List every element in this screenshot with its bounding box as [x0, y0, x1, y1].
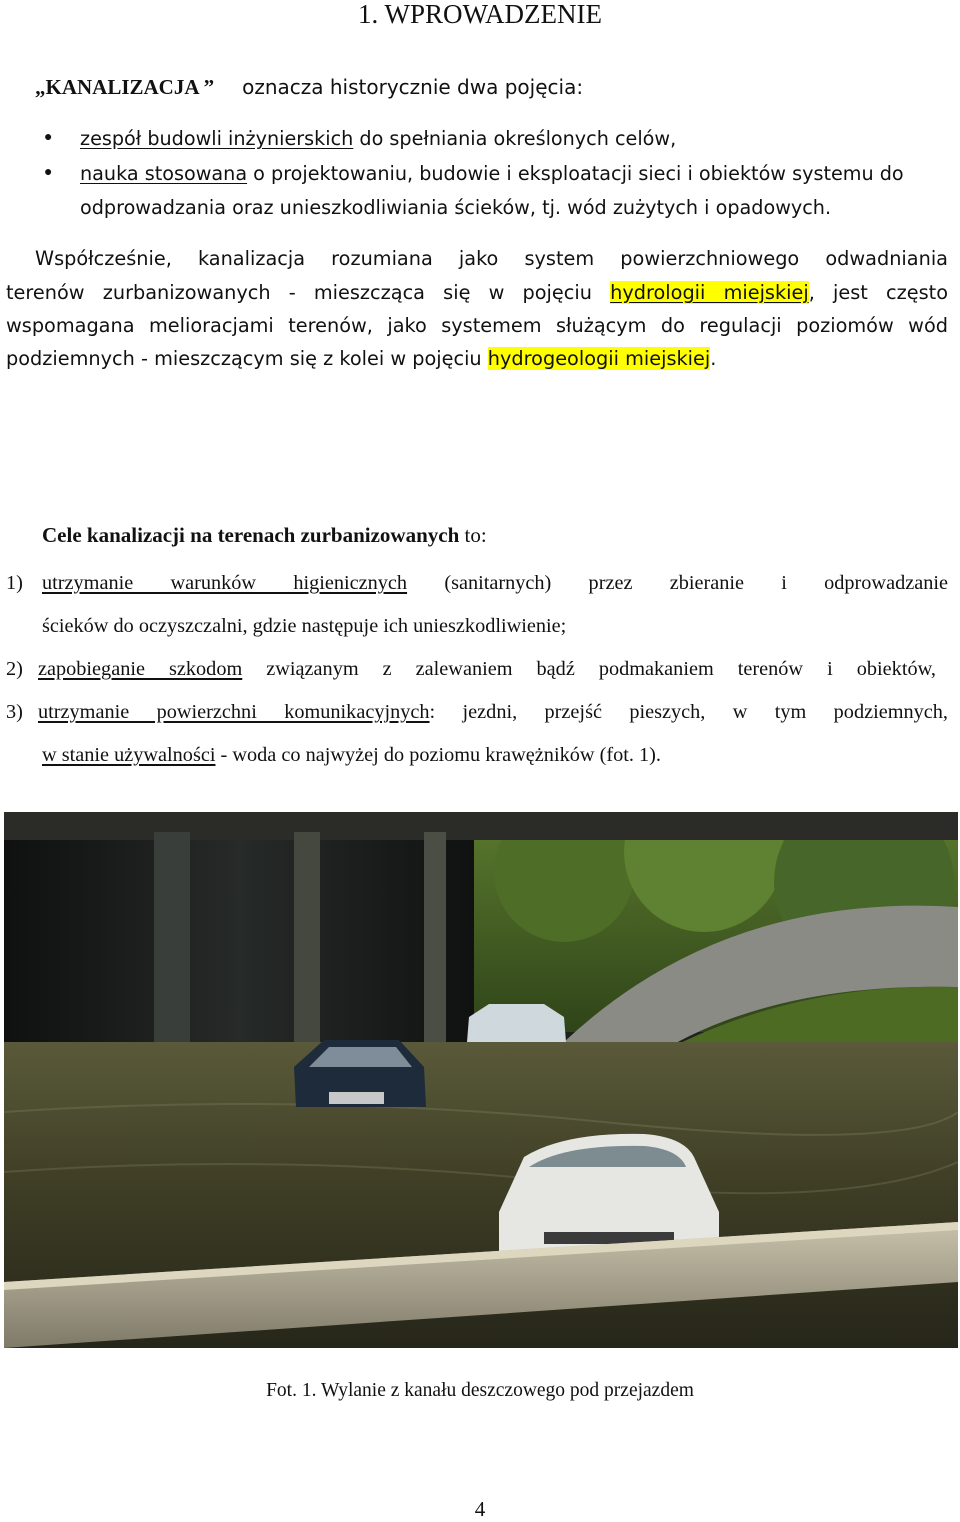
- paragraph-line-4: [6, 343, 948, 375]
- goal-2-number: 2): [6, 658, 23, 680]
- intro-term: „KANALIZACJA ”: [35, 75, 215, 99]
- goals-heading-bold: Cele kanalizacji na terenach zurbanizowanych: [42, 523, 460, 547]
- hydrologia-link[interactable]: hydrologii miejskiej: [610, 281, 809, 304]
- bullet-item-2-text: o projektowaniu, budowie i eksploatacji sieci i obiektów systemu do: [247, 162, 904, 185]
- goal-2: [38, 653, 936, 685]
- page-number: 4: [474, 1497, 486, 1521]
- paragraph-line-4-pre: podziemnych - mieszczącym się z kolei w pojęciu: [6, 347, 488, 370]
- goal-1-number: 1): [6, 572, 23, 594]
- paragraph-line-2: [6, 277, 948, 309]
- intro-line: [35, 72, 583, 103]
- goal-1-text: (sanitarnych) przez zbieranie i odprowadzanie: [407, 572, 949, 594]
- hydrogeologia-highlight[interactable]: hydrogeologii miejskiej: [487, 347, 711, 370]
- bullet-item-1: [80, 124, 676, 154]
- goal-1-link[interactable]: utrzymanie warunków higienicznych: [42, 572, 408, 594]
- bridge-deck: [4, 812, 958, 840]
- bullet-dot-icon: ●: [44, 130, 53, 145]
- car-grille: [329, 1092, 384, 1104]
- goal-1-continuation: ścieków do oczyszczalni, gdzie następuje ich unieszkodliwienie;: [42, 615, 567, 637]
- bullet-item-2-continuation: odprowadzania oraz unieszkodliwiania ścieków, tj. wód zużytych i opadowych.: [80, 196, 832, 219]
- paragraph-line-2-post: , jest często: [808, 281, 948, 304]
- tunnel-interior: [4, 812, 474, 1072]
- intro-text: oznacza historycznie dwa pojęcia:: [242, 75, 584, 99]
- goal-3-number: 3): [6, 701, 23, 723]
- goal-1: [42, 567, 948, 599]
- paragraph-line-1: Współcześnie, kanalizacja rozumiana jako system powierzchniowego odwadniania: [35, 247, 948, 270]
- pillar: [294, 832, 320, 1062]
- goal-3-continuation-text: - woda co najwyżej do poziomu krawężników (fot. 1).: [215, 744, 661, 766]
- pillar: [154, 832, 190, 1072]
- figure-caption: Fot. 1. Wylanie z kanału deszczowego pod przejazdem: [266, 1380, 694, 1401]
- paragraph-line-2-pre: terenów zurbanizowanych - mieszcząca się w pojęciu: [6, 281, 611, 304]
- goals-heading: [42, 519, 487, 551]
- goal-2-text: związanym z zalewaniem bądź podmakaniem terenów i obiektów,: [242, 658, 936, 680]
- bullet-dot-icon: ●: [44, 165, 53, 180]
- goal-3-text: : jezdni, przejść pieszych, w tym podziemnych,: [429, 701, 948, 723]
- submerged-car-white: [467, 1004, 566, 1042]
- pillar: [424, 832, 446, 1052]
- bullet-item-2: [80, 159, 904, 189]
- bullet-item-1-text: do spełniania określonych celów,: [353, 127, 677, 150]
- bullet-item-2-link[interactable]: nauka stosowana: [80, 162, 248, 185]
- flood-photo: [4, 812, 958, 1348]
- paragraph-line-3: wspomagana melioracjami terenów, jako systemem służącym do regulacji poziomów wód: [6, 314, 948, 337]
- paragraph-line-4-post: .: [710, 347, 717, 370]
- goals-heading-rest: to:: [459, 523, 487, 547]
- page-title: 1. WPROWADZENIE: [358, 0, 602, 29]
- goal-3-continuation-link[interactable]: w stanie używalności: [42, 744, 216, 766]
- goal-3-link[interactable]: utrzymanie powierzchni komunikacyjnych: [38, 701, 430, 723]
- goal-2-link[interactable]: zapobieganie szkodom: [38, 658, 243, 680]
- bullet-item-1-link[interactable]: zespół budowli inżynierskich: [80, 127, 354, 150]
- goal-3: [38, 696, 948, 728]
- goal-3-continuation: [42, 739, 661, 771]
